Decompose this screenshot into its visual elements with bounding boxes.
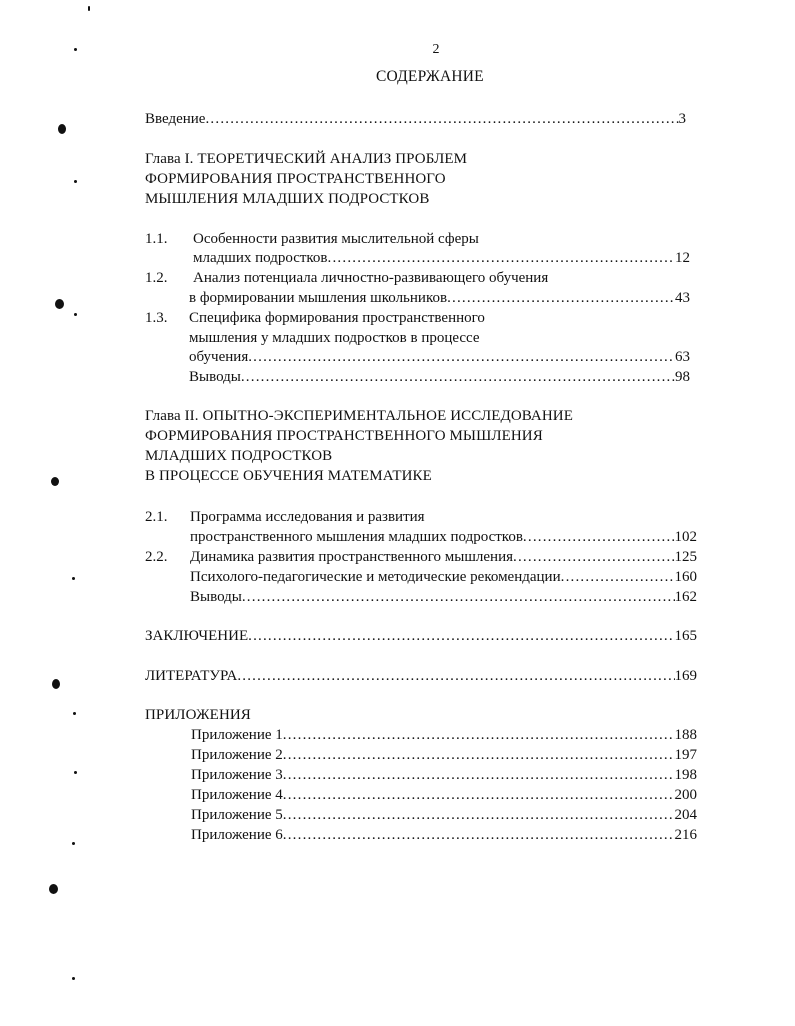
leader-dots (205, 110, 678, 128)
toc-entry-page: 43 (675, 290, 690, 306)
section-title-line: мышления у младших подростков в процессе (189, 330, 480, 346)
toc-entry-appendix[interactable] (191, 726, 697, 744)
scan-speck (55, 299, 64, 309)
scan-speck (74, 771, 77, 774)
toc-entry-page: 197 (674, 747, 697, 763)
leader-dots (248, 348, 675, 366)
toc-entry-intro[interactable] (145, 110, 686, 128)
leader-dots (248, 627, 674, 645)
toc-entry-text: Динамика развития пространственного мышления (190, 549, 514, 565)
toc-entry-text: обучения (189, 349, 249, 365)
chapter-1-heading-line: Глава I. ТЕОРЕТИЧЕСКИЙ АНАЛИЗ ПРОБЛЕМ (145, 151, 468, 167)
toc-entry-text: младших подростков (193, 250, 328, 266)
toc-entry-text: ЗАКЛЮЧЕНИЕ (145, 628, 249, 644)
toc-entry-appendix[interactable] (191, 746, 697, 764)
toc-entry-appendix[interactable] (191, 766, 697, 784)
scan-speck (49, 884, 58, 894)
toc-entry-page: 198 (674, 767, 697, 783)
leader-dots (237, 667, 674, 685)
scan-speck (73, 712, 76, 715)
toc-entry-text: пространственного мышления младших подростков (190, 529, 523, 545)
scan-speck (72, 842, 75, 845)
toc-entry-text: ЛИТЕРАТУРА (145, 668, 238, 684)
leader-dots (283, 726, 675, 744)
scan-speck (74, 313, 77, 316)
toc-entry-chapter-1-conclusions[interactable] (189, 368, 690, 386)
leader-dots (242, 588, 675, 606)
toc-entry-page: 125 (674, 549, 697, 565)
toc-entry-text: в формировании мышления школьников (189, 290, 448, 306)
scan-speck (74, 180, 77, 183)
toc-entry-appendix[interactable] (191, 806, 697, 824)
appendices-heading: ПРИЛОЖЕНИЯ (145, 707, 251, 723)
section-title-line: Анализ потенциала личностно-развивающего обучения (193, 270, 549, 286)
toc-entry-conclusion[interactable] (145, 627, 697, 645)
toc-entry-literature[interactable] (145, 667, 697, 685)
toc-entry-appendix[interactable] (191, 786, 697, 804)
toc-entry-page: 165 (674, 628, 697, 644)
toc-entry-1-3[interactable] (189, 348, 690, 366)
leader-dots (513, 548, 674, 566)
section-number: 2.1. (145, 509, 168, 525)
toc-entry-page: 216 (674, 827, 697, 843)
scan-speck (72, 977, 75, 980)
toc-entry-page: 200 (674, 787, 697, 803)
toc-entry-page: 12 (675, 250, 690, 266)
scan-speck (74, 48, 77, 51)
chapter-2-heading-line: В ПРОЦЕССЕ ОБУЧЕНИЯ МАТЕМАТИКЕ (145, 468, 432, 484)
leader-dots (283, 786, 675, 804)
section-title-line: Специфика формирования пространственного (189, 310, 485, 326)
toc-entry-page: 188 (674, 727, 697, 743)
scan-speck (72, 577, 75, 580)
toc-entry-page: 3 (678, 111, 686, 127)
toc-entry-recommendations[interactable] (190, 568, 697, 586)
leader-dots (447, 289, 675, 307)
toc-entry-text: Приложение 3 (191, 767, 283, 783)
toc-entry-text: Приложение 2 (191, 747, 283, 763)
leader-dots (283, 766, 675, 784)
chapter-1-heading-line: МЫШЛЕНИЯ МЛАДШИХ ПОДРОСТКОВ (145, 191, 430, 207)
leader-dots (283, 746, 675, 764)
toc-entry-1-1[interactable] (193, 249, 690, 267)
scan-speck (51, 477, 59, 486)
chapter-1-heading-line: ФОРМИРОВАНИЯ ПРОСТРАНСТВЕННОГО (145, 171, 446, 187)
toc-entry-text: Приложение 4 (191, 787, 283, 803)
toc-entry-text: Введение (145, 111, 206, 127)
leader-dots (241, 368, 675, 386)
leader-dots (561, 568, 675, 586)
section-title-line: Программа исследования и развития (190, 509, 425, 525)
toc-title: СОДЕРЖАНИЕ (376, 68, 484, 85)
toc-entry-text: Выводы (190, 589, 242, 605)
toc-entry-page: 160 (674, 569, 697, 585)
toc-entry-text: Приложение 1 (191, 727, 283, 743)
leader-dots (283, 826, 675, 844)
scan-speck (58, 124, 66, 134)
toc-entry-chapter-2-conclusions[interactable] (190, 588, 697, 606)
toc-entry-text: Приложение 5 (191, 807, 283, 823)
chapter-2-heading-line: МЛАДШИХ ПОДРОСТКОВ (145, 448, 333, 464)
toc-entry-page: 63 (675, 349, 690, 365)
chapter-2-heading-line: ФОРМИРОВАНИЯ ПРОСТРАНСТВЕННОГО МЫШЛЕНИЯ (145, 428, 543, 444)
toc-entry-2-1[interactable] (190, 528, 697, 546)
section-number: 1.2. (145, 270, 168, 286)
scan-speck (88, 6, 90, 11)
leader-dots (283, 806, 675, 824)
section-title-line: Особенности развития мыслительной сферы (193, 231, 479, 247)
section-number: 1.3. (145, 310, 168, 326)
toc-entry-text: Приложение 6 (191, 827, 283, 843)
chapter-2-heading-line: Глава II. ОПЫТНО-ЭКСПЕРИМЕНТАЛЬНОЕ ИССЛЕДОВАНИЕ (145, 408, 573, 424)
section-number: 2.2. (145, 549, 168, 565)
leader-dots (523, 528, 675, 546)
toc-entry-page: 204 (674, 807, 697, 823)
toc-entry-appendix[interactable] (191, 826, 697, 844)
toc-entry-page: 102 (674, 529, 697, 545)
toc-entry-text: Психолого-педагогические и методические рекомендации (190, 569, 561, 585)
toc-entry-text: Выводы (189, 369, 241, 385)
section-number: 1.1. (145, 231, 168, 247)
leader-dots (328, 249, 675, 267)
toc-entry-2-2[interactable] (190, 548, 697, 566)
page-number: 2 (432, 42, 440, 57)
scan-speck (52, 679, 60, 689)
toc-entry-page: 162 (674, 589, 697, 605)
toc-entry-1-2[interactable] (189, 289, 690, 307)
toc-entry-page: 98 (675, 369, 690, 385)
toc-entry-page: 169 (674, 668, 697, 684)
